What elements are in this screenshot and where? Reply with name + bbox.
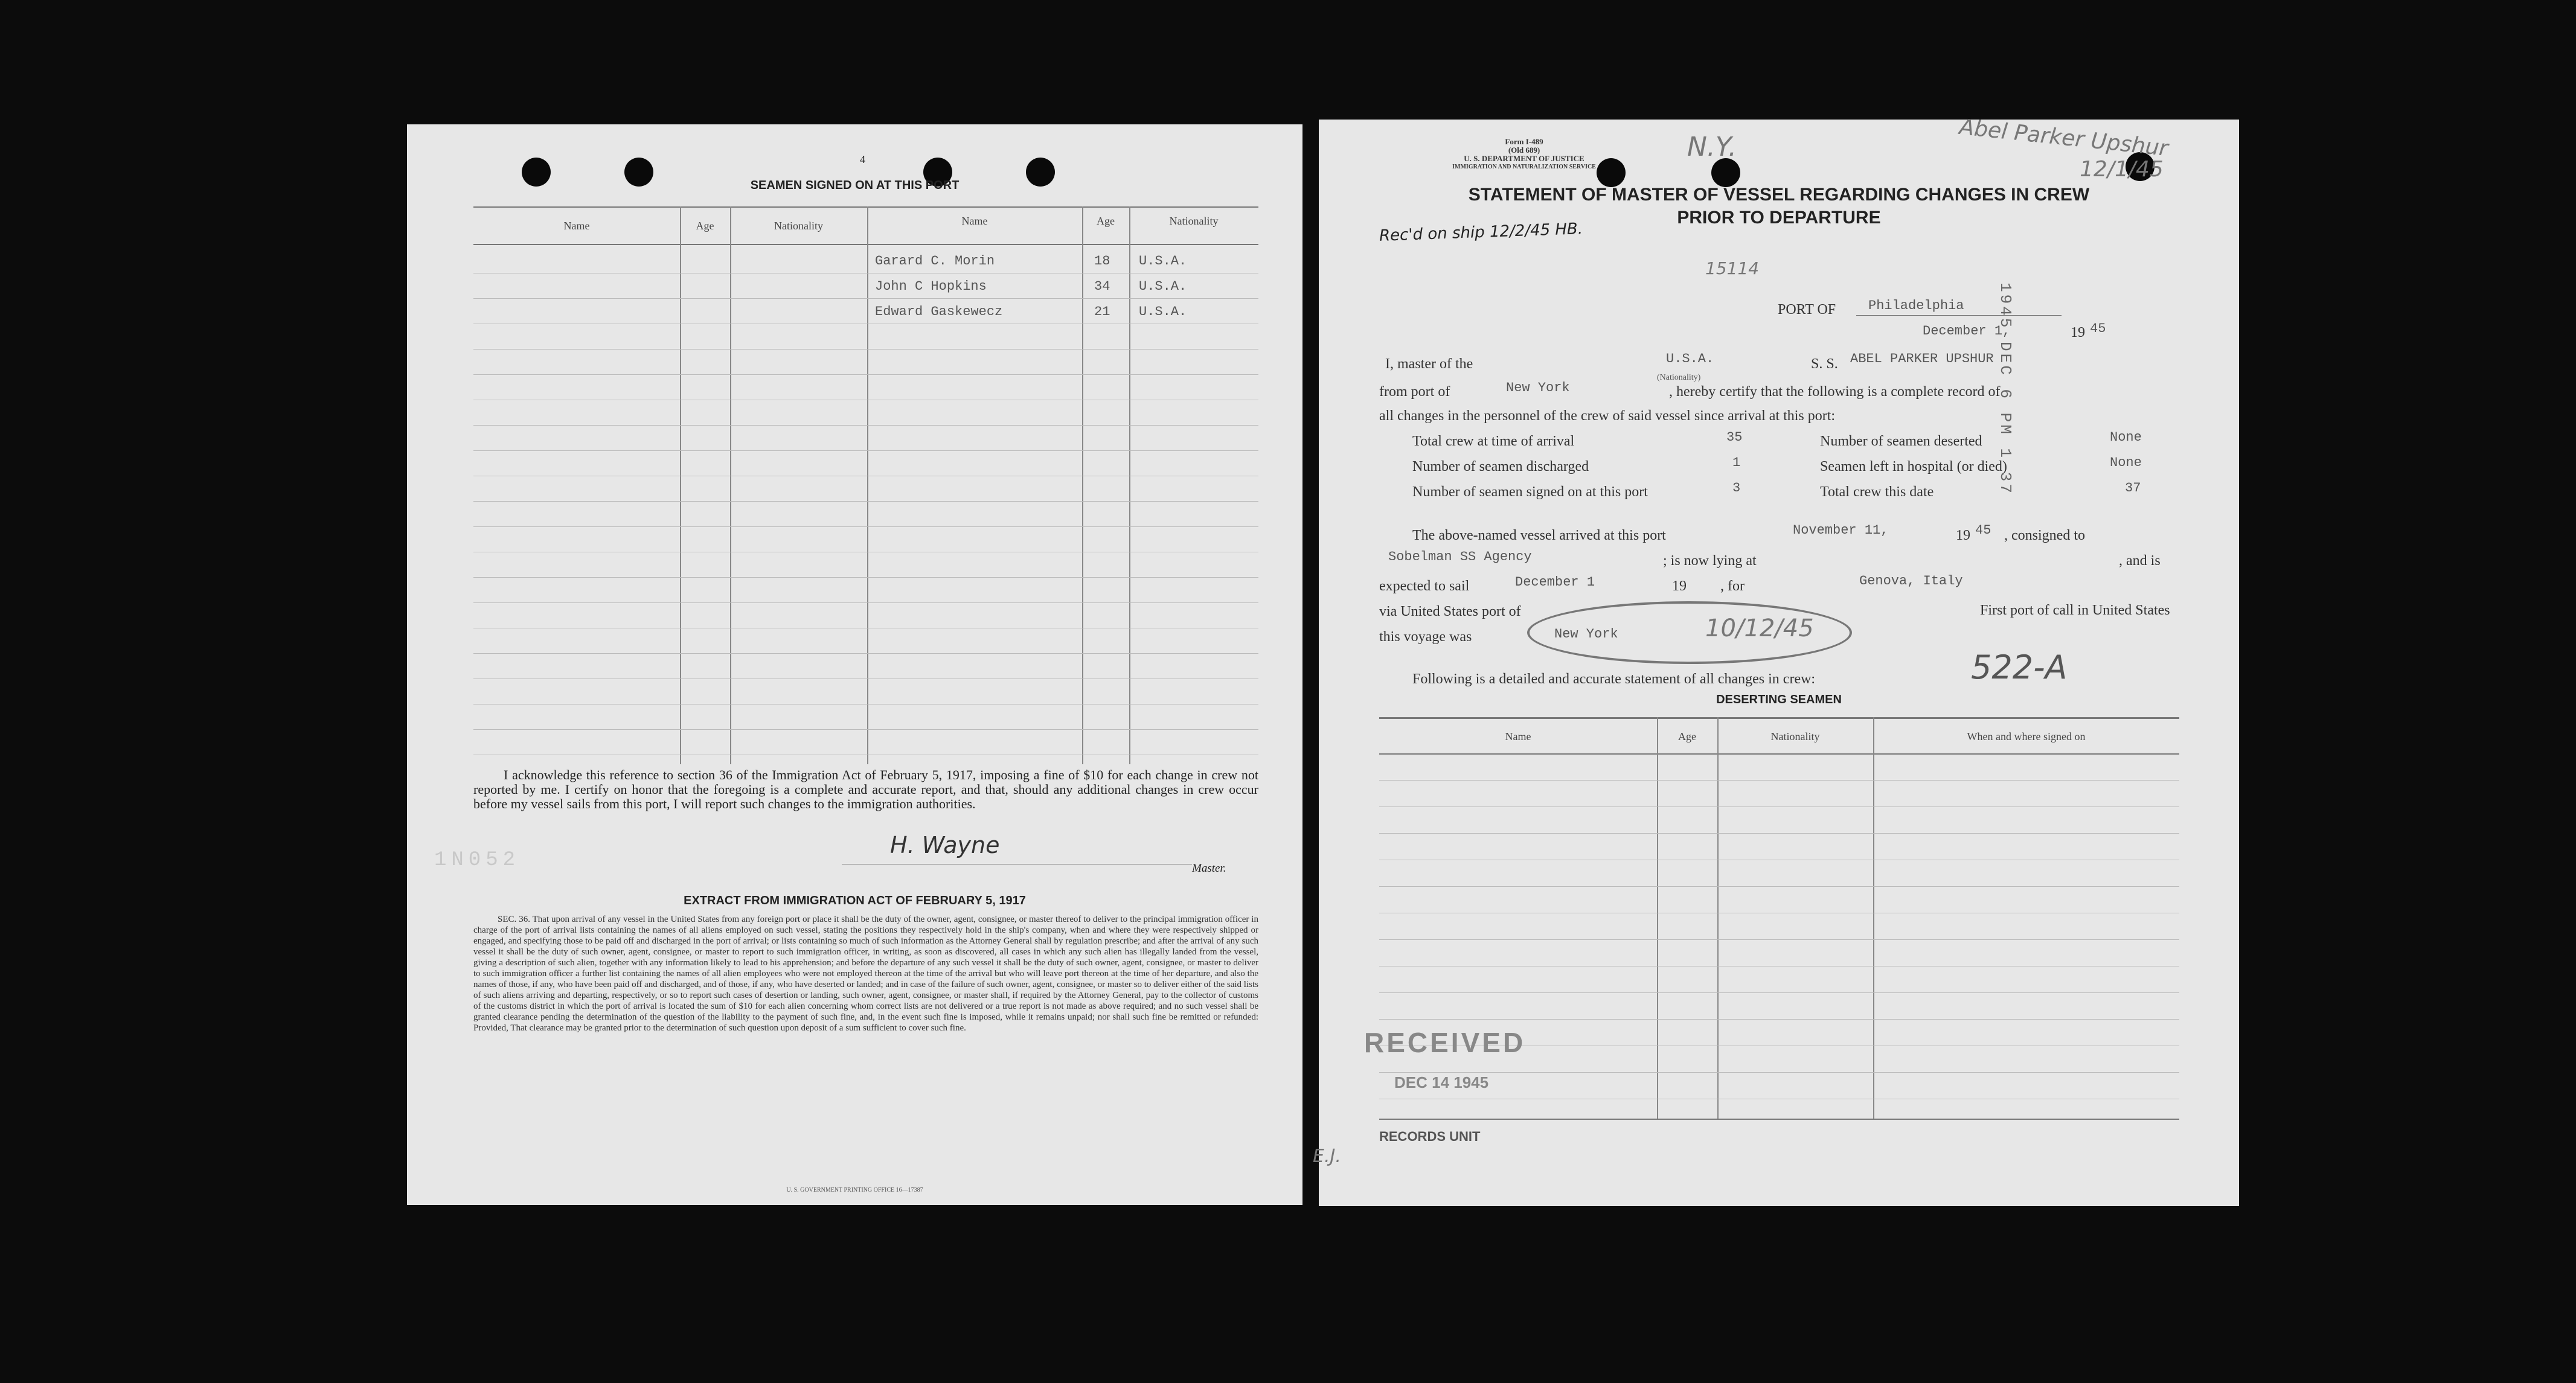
arrived-year: 45 xyxy=(1975,523,1991,538)
nationality-caption: (Nationality) xyxy=(1657,373,1701,382)
department-name: U. S. DEPARTMENT OF JUSTICE xyxy=(1464,154,1584,163)
nationality-value: U.S.A. xyxy=(1666,351,1714,366)
page-number: 4 xyxy=(860,153,865,165)
table-row-name: Edward Gaskewecz xyxy=(875,304,1003,319)
row-rule xyxy=(1379,806,2179,807)
signed-on-value: 3 xyxy=(1732,481,1741,496)
year-prefix: 19 xyxy=(1672,578,1687,594)
col-header-nationality: Nationality xyxy=(1169,215,1219,227)
margin-initials: E.J. xyxy=(1313,1146,1341,1167)
vertical-date-stamp: 1945 DEC 6 PM 1 37 xyxy=(1996,283,2014,496)
following-text: Following is a detailed and accurate statement of all changes in crew: xyxy=(1412,671,1816,687)
col-header-age: Age xyxy=(1678,730,1696,743)
table-row-nationality: U.S.A. xyxy=(1139,279,1187,294)
service-name: IMMIGRATION AND NATURALIZATION SERVICE xyxy=(1452,164,1596,170)
consigned-to-label: , consigned to xyxy=(2004,528,2085,543)
form-subtitle: PRIOR TO DEPARTURE xyxy=(1677,208,1881,228)
row-rule xyxy=(1379,1072,2179,1073)
arrived-text: The above-named vessel arrived at this port xyxy=(1412,528,1666,543)
voyage-label: this voyage was xyxy=(1379,629,1472,645)
col-header-nationality: Nationality xyxy=(1770,730,1820,743)
handwritten-ship-name: Abel Parker Upshur xyxy=(1958,114,2170,162)
row-rule xyxy=(473,526,1258,527)
from-port-value: New York xyxy=(1506,380,1570,395)
row-rule xyxy=(473,577,1258,578)
year-value: 45 xyxy=(2090,321,2106,336)
row-rule xyxy=(473,602,1258,603)
col-header-name: Name xyxy=(563,220,590,232)
voyage-value: New York xyxy=(1554,627,1618,642)
row-rule xyxy=(473,298,1258,299)
hospital-value: None xyxy=(2110,455,2142,470)
left-page xyxy=(407,124,1302,1205)
year-prefix: 19 xyxy=(1956,528,1970,543)
extract-text: SEC. 36. That upon arrival of any vessel in the United States from any foreign port or place it shall be the duty of the owner, agent, consignee, or master thereof to deliver to the principal immigration officer in charge of the port of arrival lists containing the names of all aliens employed on such vessel, stating the positions they respectively hold in the ship's company, when and where they were respectively shipped or engaged, and specifying those to be paid off and discharged in the port of arrival; or lists containing so much of such information as the Attorney General shall by regulation prescribe; and after the arrival of any such vessel it shall be the duty of such owner, agent, consignee, or master to report to such immigration officer, in writing, as soon as discovered, all cases in which any such alien has illegally landed from the vessel, giving a description of such alien, together with any information likely to lead to his apprehension; and before the departure of any such vessel it shall be the duty of such owner, agent, consignee, or master to deliver to such immigration officer a further list containing the names of all alien employees who were not employed thereon at the time of the arrival but who will leave port thereon at the time of her departure, and also the names of those, if any, who have been paid off and discharged, and of those, if any, who have deserted or landed; and in case of the failure of such owner, agent, consignee, or master so to deliver either of the said lists of such aliens arriving and departing, respectively, or so to report such cases of desertion or landing, such owner, agent, consignee, or master shall, if required by the Attorney General, pay to the collector of customs of the customs district in which the port of arrival is located the sum of $10 for each alien concerning whom correct lists are not delivered or a true report is not made as above required; and no such vessel shall be granted clearance pending the determination of the question of the liability to the payment of such fine, and, in the event such fine is imposed, while it remains unpaid; nor shall such fine be remitted or refunded: Provided, That clearance may be granted prior to the determination of such question upon deposit of a sum sufficient to cover such fine. xyxy=(473,915,1258,1033)
col-header-age: Age xyxy=(696,220,714,232)
ship-value: ABEL PARKER UPSHUR xyxy=(1850,351,1994,366)
year-prefix: 19 xyxy=(2071,325,2085,340)
row-rule xyxy=(1379,886,2179,887)
master-of-label: I, master of the xyxy=(1385,356,1473,372)
form-number: Form I-489 xyxy=(1505,137,1543,146)
handwritten-code: 522-A xyxy=(1971,648,2068,686)
total-crew-date-label: Total crew this date xyxy=(1820,484,1934,500)
table-row-nationality: U.S.A. xyxy=(1139,304,1187,319)
table-row-nationality: U.S.A. xyxy=(1139,254,1187,269)
total-crew-arrival-value: 35 xyxy=(1726,430,1743,445)
form-id-block xyxy=(1434,138,1615,171)
row-rule xyxy=(1379,833,2179,834)
discharged-label: Number of seamen discharged xyxy=(1412,459,1589,474)
arrived-value: November 11, xyxy=(1793,523,1889,538)
date-value: December 1, xyxy=(1923,324,2011,339)
table-header-rule xyxy=(473,244,1258,245)
all-changes-text: all changes in the personnel of the crew of said vessel since arrival at this port: xyxy=(1379,408,1836,424)
section-title: SEAMEN SIGNED ON AT THIS PORT xyxy=(750,179,960,192)
master-label: Master. xyxy=(1192,862,1226,875)
lying-at-label: ; is now lying at xyxy=(1663,553,1757,569)
row-rule xyxy=(473,653,1258,654)
table-row-age: 34 xyxy=(1094,279,1110,294)
row-rule xyxy=(1379,780,2179,781)
hospital-label: Seamen left in hospital (or died) xyxy=(1820,459,2007,474)
handwritten-number: 15114 xyxy=(1705,258,1760,278)
table-row-name: John C Hopkins xyxy=(875,279,987,294)
from-port-label: from port of xyxy=(1379,384,1450,400)
handwritten-ny: N.Y. xyxy=(1687,132,1737,162)
row-rule xyxy=(1379,992,2179,993)
right-page xyxy=(1313,114,2239,1206)
destination-value: Genova, Italy xyxy=(1859,573,1963,589)
col-header-name: Name xyxy=(961,215,988,227)
expected-value: December 1 xyxy=(1515,575,1595,590)
deserted-label: Number of seamen deserted xyxy=(1820,433,1982,449)
row-rule xyxy=(473,374,1258,375)
voyage-handwritten-date: 10/12/45 xyxy=(1705,615,1814,642)
deserted-value: None xyxy=(2110,430,2142,445)
row-rule xyxy=(473,501,1258,502)
total-crew-arrival-label: Total crew at time of arrival xyxy=(1412,433,1575,449)
records-unit-stamp: RECORDS UNIT xyxy=(1379,1129,1481,1144)
table-row-name: Garard C. Morin xyxy=(875,254,995,269)
expected-label: expected to sail xyxy=(1379,578,1470,594)
col-header-age: Age xyxy=(1097,215,1115,227)
row-rule xyxy=(1379,1019,2179,1020)
table-row-age: 21 xyxy=(1094,304,1110,319)
handwritten-received-note: Rec'd on ship 12/2/45 HB. xyxy=(1379,220,1583,245)
signed-on-label: Number of seamen signed on at this port xyxy=(1412,484,1648,500)
punch-hole xyxy=(1711,158,1740,187)
row-rule xyxy=(473,349,1258,350)
and-is-label: , and is xyxy=(2119,553,2161,569)
total-crew-date-value: 37 xyxy=(2125,481,2141,496)
form-old-number: (Old 689) xyxy=(1508,145,1540,155)
extract-title: EXTRACT FROM IMMIGRATION ACT OF FEBRUARY 5, 1917 xyxy=(684,894,1026,907)
form-title: STATEMENT OF MASTER OF VESSEL REGARDING CHANGES IN CREW xyxy=(1468,185,2090,205)
col-header-signed-on: When and where signed on xyxy=(1967,730,2086,743)
agency-value: Sobelman SS Agency xyxy=(1388,549,1532,564)
printer-imprint: U. S. GOVERNMENT PRINTING OFFICE 16—17387 xyxy=(786,1187,923,1193)
col-header-nationality: Nationality xyxy=(774,220,823,232)
received-stamp: RECEIVED xyxy=(1364,1027,1526,1058)
received-stamp-date: DEC 14 1945 xyxy=(1394,1073,1489,1091)
table-row-age: 18 xyxy=(1094,254,1110,269)
circled-port xyxy=(1527,601,1852,664)
margin-stamp: 1N052 xyxy=(434,849,521,872)
port-value: Philadelphia xyxy=(1868,298,1964,313)
discharged-value: 1 xyxy=(1732,455,1741,470)
col-header-name: Name xyxy=(1505,730,1531,743)
first-port-label: First port of call in United States xyxy=(1980,602,2170,618)
deserting-title: DESERTING SEAMEN xyxy=(1716,693,1842,706)
row-rule xyxy=(1379,939,2179,940)
row-rule xyxy=(473,425,1258,426)
for-label: , for xyxy=(1720,578,1745,594)
row-rule xyxy=(473,729,1258,730)
row-rule xyxy=(473,450,1258,451)
table-top-rule xyxy=(473,206,1258,208)
master-signature: H. Wayne xyxy=(890,832,1000,858)
handwritten-date: 12/1/45 xyxy=(2080,157,2164,182)
port-label: PORT OF xyxy=(1778,302,1836,318)
via-label: via United States port of xyxy=(1379,604,1521,619)
certify-text: , hereby certify that the following is a complete record of xyxy=(1669,384,2001,400)
acknowledgement-text: I acknowledge this reference to section 36 of the Immigration Act of February 5, 1917, imposing a fine of $10 for each change in crew not reported by me. I certify on honor that the foregoing is a complete and accurate report, and that, should any additional changes in crew occur before my vessel sails from this port, I will report such changes to the immigration authorities. xyxy=(473,767,1258,811)
ss-label: S. S. xyxy=(1811,356,1838,372)
